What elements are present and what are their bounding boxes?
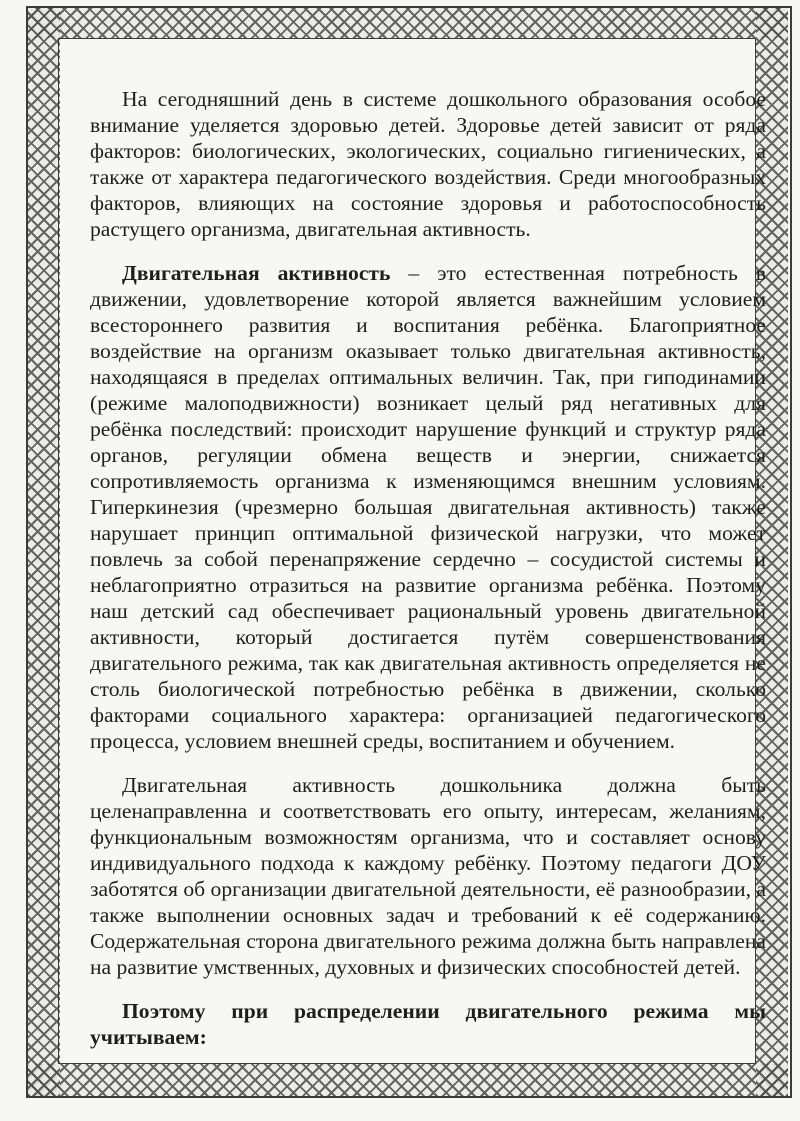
term-motor-activity: Двигательная активность (122, 261, 391, 285)
paragraph-preschool-activity: Двигательная активность дошкольника должна быть целенаправленна и соответствовать его опыту, интересам, желаниям, функциональным возможностям организма, что и составляет основу индивидуального подхода к каждому ребёнку. Поэтому педагоги ДОУ заботятся об организации двигательной деятельности, её разнообразии, а также выполнении основных задач и требований к её содержанию. Содержательная сторона двигательного режима должна быть направлена на развитие умственных, духовных и физических способностей детей. (90, 773, 766, 979)
paragraph-conclusion: Поэтому при распределении двигательного режима мы учитываем: (90, 999, 766, 1049)
document-body (90, 86, 766, 1050)
paragraph-definition (90, 260, 766, 754)
paragraph-intro: На сегодняшний день в системе дошкольного образования особое внимание уделяется здоровью детей. Здоровье детей зависит от ряда факторов: биологических, экологических, социально гигиенических, а также от характера педагогического воздействия. Среди многообразных факторов, влияющих на состояние здоровья и работоспособность растущего организма, двигательная активность. (90, 87, 766, 241)
definition-text: – это естественная потребность в движении, удовлетворение которой является важнейшим условием всестороннего развития и воспитания ребёнка. Благоприятное воздействие на организм оказывает только двигательная активность, находящаяся в пределах оптимальных величин. Так, при гиподинамии (режиме малоподвижности) возникает целый ряд негативных для ребёнка последствий: происходит нарушение функций и структур ряда органов, регуляции обмена веществ и энергии, снижается сопротивляемость организма к изменяющимся внешним условиям. Гиперкинезия (чрезмерно большая двигательная активность) также нарушает принцип оптимальной физической нагрузки, что может повлечь за собой перенапряжение сердечно – сосудистой системы и неблагоприятно отразиться на развитие организма ребёнка. Поэтому наш детский сад обеспечивает рациональный уровень двигательной активности, который достигается путём совершенствования двигательного режима, так как двигательная активность определяется не столь биологической потребностью ребёнка в движении, сколько факторами социального характера: организацией педагогического процесса, условием внешней среды, воспитанием и обучением. (90, 261, 766, 753)
